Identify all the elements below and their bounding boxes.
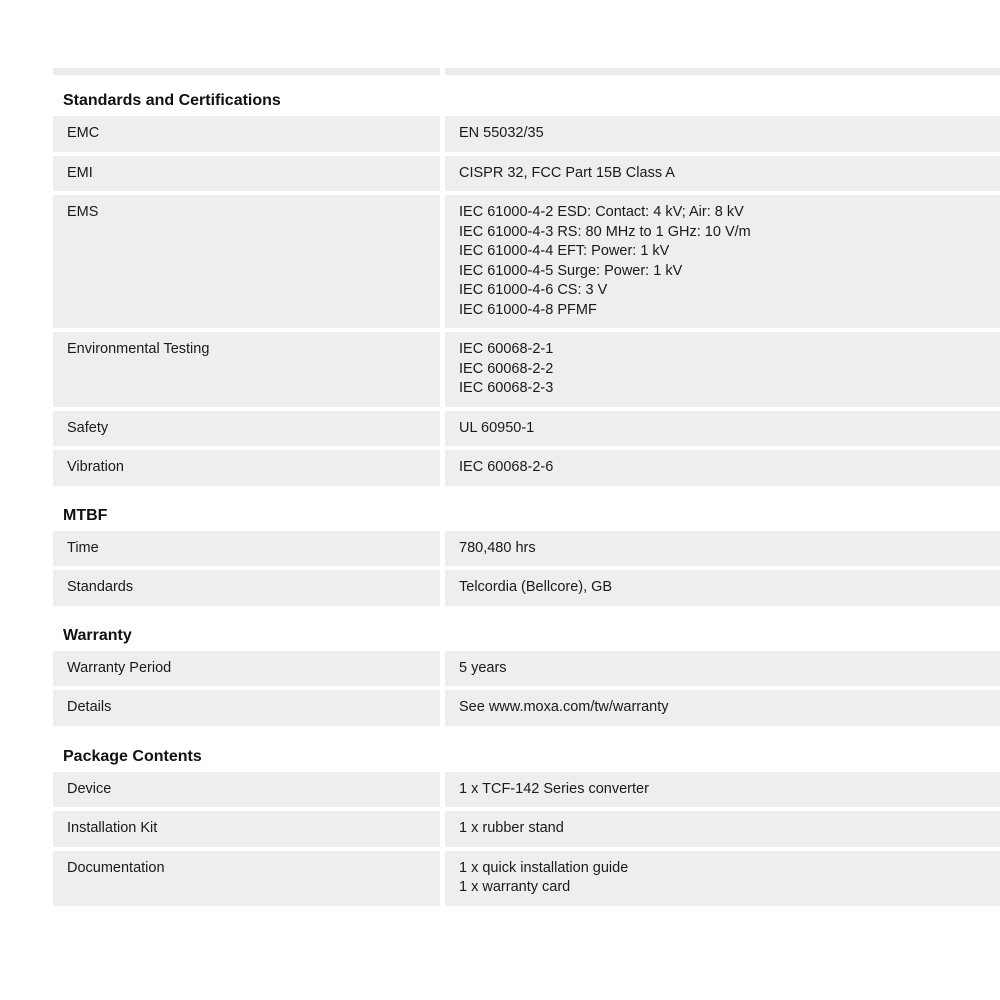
spec-label: Environmental Testing — [53, 332, 440, 407]
stub-value-cell — [445, 68, 1000, 75]
spec-value-line: IEC 61000-4-3 RS: 80 MHz to 1 GHz: 10 V/m — [459, 223, 751, 240]
spec-row — [53, 450, 1000, 486]
spec-value-line: IEC 60068-2-2 — [459, 360, 554, 377]
spec-row — [53, 570, 1000, 606]
spec-row — [53, 772, 1000, 808]
section-heading: Warranty — [63, 626, 132, 644]
spec-label: Device — [53, 772, 440, 808]
spec-value-line: CISPR 32, FCC Part 15B Class A — [459, 164, 675, 181]
spec-row — [53, 651, 1000, 687]
spec-label: EMS — [53, 195, 440, 328]
spec-value — [445, 570, 1000, 606]
spec-value — [445, 772, 1000, 808]
spec-label: EMI — [53, 156, 440, 192]
spec-row — [53, 690, 1000, 726]
spec-label: Safety — [53, 411, 440, 447]
spec-value — [445, 195, 1000, 328]
spec-value-line: 1 x warranty card — [459, 879, 571, 895]
section-heading: Package Contents — [63, 747, 202, 765]
spec-value — [445, 116, 1000, 152]
spec-value-line: IEC 61000-4-5 Surge: Power: 1 kV — [459, 262, 683, 279]
spec-label: Warranty Period — [53, 651, 440, 687]
spec-value-line: IEC 61000-4-2 ESD: Contact: 4 kV; Air: 8 kV — [459, 204, 744, 220]
spec-row — [53, 531, 1000, 567]
spec-label: Documentation — [53, 851, 440, 906]
spec-row — [53, 116, 1000, 152]
spec-value-line: EN 55032/35 — [459, 125, 544, 141]
spec-label: Standards — [53, 570, 440, 606]
spec-label: Installation Kit — [53, 811, 440, 847]
spec-row — [53, 156, 1000, 192]
stub-label-cell — [53, 68, 440, 75]
spec-value-line: UL 60950-1 — [459, 419, 535, 436]
spec-row — [53, 411, 1000, 447]
spec-value-line: 5 years — [459, 659, 507, 676]
spec-value — [445, 851, 1000, 906]
spec-value-line: 1 x TCF-142 Series converter — [459, 780, 649, 797]
spec-value — [445, 651, 1000, 687]
spec-label: Vibration — [53, 450, 440, 486]
spec-row — [53, 851, 1000, 906]
spec-value-line: IEC 60068-2-1 — [459, 341, 554, 357]
spec-value-line: IEC 61000-4-4 EFT: Power: 1 kV — [459, 243, 670, 259]
spec-sheet — [53, 75, 1000, 910]
spec-value-line: IEC 60068-2-3 — [459, 380, 554, 396]
spec-row — [53, 195, 1000, 328]
section-heading: MTBF — [63, 506, 108, 524]
spec-value — [445, 531, 1000, 567]
spec-value-line: IEC 61000-4-6 CS: 3 V — [459, 282, 608, 298]
spec-value-line: IEC 61000-4-8 PFMF — [459, 301, 597, 318]
spec-row — [53, 811, 1000, 847]
spec-value — [445, 811, 1000, 847]
previous-table-row-stub — [53, 68, 1000, 75]
spec-row — [53, 332, 1000, 407]
spec-value — [445, 332, 1000, 407]
spec-value-line: IEC 60068-2-6 — [459, 459, 554, 475]
spec-value — [445, 411, 1000, 447]
spec-value-line: 1 x quick installation guide — [459, 859, 629, 876]
spec-value-line: Telcordia (Bellcore), GB — [459, 579, 613, 595]
spec-value — [445, 156, 1000, 192]
spec-value — [445, 450, 1000, 486]
spec-label: EMC — [53, 116, 440, 152]
spec-value — [445, 690, 1000, 726]
spec-label: Time — [53, 531, 440, 567]
spec-label: Details — [53, 690, 440, 726]
spec-value-line: See www.moxa.com/tw/warranty — [459, 699, 669, 715]
spec-value-line: 780,480 hrs — [459, 539, 536, 556]
spec-value-line: 1 x rubber stand — [459, 820, 564, 836]
section-heading: Standards and Certifications — [63, 92, 281, 109]
